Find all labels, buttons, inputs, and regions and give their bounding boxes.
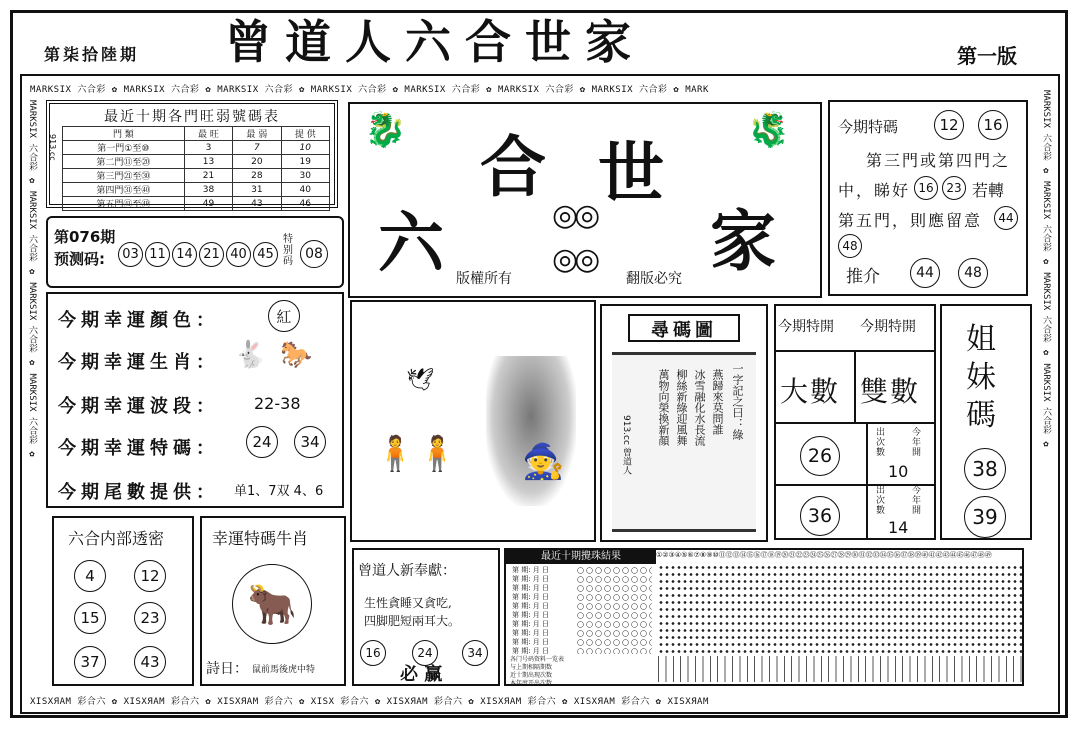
results-footer-line: 近十期出现次数 [510, 672, 553, 679]
results-row-label: 第 期: 月 日 [512, 584, 550, 592]
special-code-title: 今期特碼 [838, 118, 899, 136]
table-cell: 19 [281, 155, 329, 169]
scroll-box [600, 304, 768, 542]
results-counts-grid [658, 656, 1022, 682]
prediction-number: 45 [253, 242, 278, 267]
lucky-wave-label: 今期幸運波段： [58, 396, 219, 417]
table-cell: 第四門㉛至㊵ [63, 183, 185, 197]
painting-box [350, 300, 596, 542]
table-row [63, 141, 330, 155]
insider-number: 12 [134, 560, 166, 592]
table-cell: 第五門㊶至㊾ [63, 197, 185, 211]
banner-char-jia: 家 [710, 202, 776, 280]
results-title: 最近十期攪珠結果 [506, 550, 656, 564]
copyright-note: 版權所有 [456, 271, 512, 287]
table-header: 門 類 [63, 127, 185, 141]
special-number: 12 [934, 110, 964, 140]
insider-number: 15 [74, 602, 106, 634]
table-cell: 13 [184, 155, 232, 169]
bottom-marksix-strip: XISXЯAM 彩合六 ✿ XISXЯAM 彩合六 ✿ XISXЯAM 彩合六 ✿ XISX 彩合六 ✿ XISXЯAM 彩合六 ✿ XISXЯAM 彩合六 ✿ XISXЯAM 彩合六 ✿ XISXЯAM [30, 697, 709, 707]
results-footer-line: 与上期相隔期数 [510, 664, 553, 671]
big-number-label: 大數 [780, 375, 841, 408]
big-even-number: 36 [800, 496, 840, 536]
sisters-char: 姐 [966, 322, 996, 357]
table-cell: 38 [184, 183, 232, 197]
horse-icon: 🐎 [280, 340, 313, 370]
prediction-number: 11 [145, 242, 170, 267]
table-row [63, 155, 330, 169]
banner-char-he: 合 [480, 128, 546, 206]
lucky-tail-label: 今期尾數提供： [58, 482, 219, 503]
top-marksix-strip: MARKSIX 六合彩 ✿ MARKSIX 六合彩 ✿ MARKSIX 六合彩 ✿ MARKSIX 六合彩 ✿ MARKSIX 六合彩 ✿ MARKSIX 六合彩 ✿ MARKSIX 六合彩 ✿ MARK [30, 85, 709, 95]
special-code-text-1: 第三門或第四門之 [866, 151, 1011, 170]
table-cell: 43 [233, 197, 281, 211]
insider-title: 六合内部透密 [68, 529, 165, 548]
sisters-char: 妹 [966, 360, 996, 395]
special-code-pick: 16 [914, 176, 938, 200]
sisters-char: 碼 [966, 398, 996, 433]
results-footer-line: 本年度开出次数 [510, 680, 553, 687]
results-row-labels [512, 566, 549, 656]
results-header-numbers: ①②③④⑤⑥⑦⑧⑨⑩⑪⑫⑬⑭⑮⑯⑰⑱⑲⑳㉑㉒㉓㉔㉕㉖㉗㉘㉙㉚㉛㉜㉝㉞㉟㊱㊲㊳㊴㊵㊶㊷㊸㊹㊺㊻㊼㊽㊾ [656, 551, 992, 559]
lucky-special-number: 34 [294, 426, 326, 458]
prediction-number: 03 [118, 242, 143, 267]
results-row-label: 第 期: 月 日 [512, 620, 550, 628]
sisters-box [940, 304, 1032, 540]
insider-number: 23 [134, 602, 166, 634]
special-code-pick: 23 [942, 176, 966, 200]
right-marksix-strip: MARKSIX 六合彩 ✿ MARKSIX 六合彩 ✿ MARKSIX 六合彩 ✿ MARKSIX 六合彩 ✿ [1041, 90, 1051, 450]
figures-icon: 🧍🧍 [374, 434, 459, 474]
table-row [63, 197, 330, 211]
divider [854, 350, 856, 422]
results-row-label: 第 期: 月 日 [512, 611, 550, 619]
table-header: 最 弱 [233, 127, 281, 141]
special-code-label: 特别码 [283, 234, 293, 267]
divider [776, 484, 934, 486]
table-cell: 3 [184, 141, 232, 155]
special-code-pick: 44 [994, 206, 1018, 230]
count-label: 出次數 [876, 428, 886, 458]
special-code-pick: 48 [838, 234, 862, 258]
table-header-row [63, 127, 330, 141]
scroll-poem-1: 一字記之曰：綠 [731, 363, 744, 440]
scroll-title: 尋碼圖 [628, 314, 740, 342]
insider-box [52, 516, 194, 686]
count-value: 14 [888, 518, 909, 537]
table-header: 最 旺 [184, 127, 232, 141]
table-cell: 28 [233, 169, 281, 183]
weak-strong-table [62, 126, 330, 211]
prediction-label: 预测码: [54, 250, 105, 268]
dragon-right-icon: 🐉 [748, 110, 791, 150]
lucky-ox-box [200, 516, 346, 686]
results-footer-line: 各门号码资料一览表 [510, 656, 565, 663]
offer-box [352, 548, 500, 686]
recommend-label: 推介 [846, 267, 880, 287]
table-header: 提 供 [281, 127, 329, 141]
prediction-number: 14 [172, 242, 197, 267]
title-banner [348, 102, 822, 298]
weak-strong-table-title: 最近十期各門旺弱號碼表 [104, 109, 280, 125]
big-even-header: 今期特開 [860, 319, 916, 335]
rings-bottom-icon: ◎◎ [552, 242, 597, 277]
offer-title: 曾道人新奉獻： [358, 563, 456, 579]
special-code-text-3: 若轉 [972, 181, 1005, 200]
prediction-issue: 第076期 [54, 228, 116, 246]
special-code-number: 08 [300, 240, 328, 268]
piracy-note: 翻版必究 [626, 271, 682, 287]
results-row-label: 第 期: 月 日 [512, 593, 550, 601]
offer-number: 16 [360, 640, 386, 666]
lucky-color-value: 紅 [268, 300, 300, 332]
lucky-tail-value: 单1、7双 4、6 [234, 484, 324, 499]
table-cell: 49 [184, 197, 232, 211]
prediction-box [46, 216, 344, 288]
offer-number: 24 [412, 640, 438, 666]
table-cell: 46 [281, 197, 329, 211]
table-cell: 7 [233, 141, 281, 155]
prediction-number: 21 [199, 242, 224, 267]
lucky-box [46, 292, 344, 508]
results-box [504, 548, 1024, 686]
table-cell: 40 [281, 183, 329, 197]
results-row-label: 第 期: 月 日 [512, 602, 550, 610]
offer-line-1: 生性貪睡又貪吃, [364, 596, 452, 610]
special-code-text-4: 第五門，則應留意 [838, 211, 983, 230]
results-row-label: 第 期: 月 日 [512, 575, 550, 583]
big-even-box [774, 304, 936, 540]
divider [866, 422, 868, 540]
table-row [63, 169, 330, 183]
swallow-icon: 🕊 [406, 368, 434, 393]
insider-number: 43 [134, 646, 166, 678]
results-row-label: 第 期: 月 日 [512, 638, 550, 646]
lucky-wave-value: 22-38 [254, 394, 301, 413]
table-cell: 31 [233, 183, 281, 197]
recommend-number: 48 [958, 258, 988, 288]
left-marksix-strip: MARKSIX 六合彩 ✿ MARKSIX 六合彩 ✿ MARKSIX 六合彩 ✿ MARKSIX 六合彩 ✿ [27, 100, 37, 460]
lucky-special-label: 今期幸運特碼： [58, 438, 219, 459]
special-number: 16 [978, 110, 1008, 140]
lucky-ox-title: 幸運特碼牛肖 [212, 529, 309, 548]
poem-text: 鼠前馬後虎中特 [252, 665, 316, 675]
scroll-stamp: 913.cc 曾道人 [621, 415, 631, 475]
prediction-number: 40 [226, 242, 251, 267]
dragon-left-icon: 🐉 [364, 110, 407, 150]
year-label: 今年開 [912, 428, 922, 458]
offer-line-2: 四脚肥短兩耳大。 [364, 614, 461, 628]
issue-label: 第柒拾陸期 [44, 45, 140, 64]
prediction-numbers [118, 242, 278, 267]
rings-top-icon: ◎◎ [552, 198, 597, 233]
offer-number: 34 [462, 640, 488, 666]
divider [776, 422, 934, 424]
recommend-number: 44 [910, 258, 940, 288]
insider-number: 37 [74, 646, 106, 678]
page-title: 曾道人六合世家 [225, 15, 645, 69]
edition-label: 第一版 [957, 44, 1017, 68]
weak-strong-table-box [46, 100, 338, 208]
big-even-number: 26 [800, 436, 840, 476]
lucky-color-label: 今期幸運顏色： [58, 310, 219, 331]
sisters-number: 39 [964, 496, 1006, 538]
lucky-zodiac-label: 今期幸運生肖： [58, 352, 219, 373]
banner-char-liu: 六 [378, 204, 444, 282]
year-label: 今年開 [912, 486, 922, 516]
scroll-paper [612, 352, 756, 532]
special-code-text-2: 中，睇好 [838, 181, 911, 200]
tree-illustration [486, 356, 576, 506]
even-number-label: 雙數 [860, 375, 921, 408]
table-cell: 10 [281, 141, 329, 155]
table-cell: 第二門⑪至⑳ [63, 155, 185, 169]
ox-icon: 🐂 [232, 564, 312, 644]
win-label: 必 赢 [400, 664, 443, 685]
results-row-label: 第 期: 月 日 [512, 647, 550, 655]
poem-label: 詩日： [206, 661, 248, 677]
table-row [63, 183, 330, 197]
count-label: 出次數 [876, 486, 886, 516]
scroll-poem-4: 柳絲新綠迎風舞 [675, 369, 688, 446]
monk-icon: 🧙 [522, 442, 565, 482]
insider-number: 4 [74, 560, 106, 592]
table-cell: 第一門①至⑩ [63, 141, 185, 155]
banner-char-shi: 世 [598, 134, 664, 212]
table-cell: 30 [281, 169, 329, 183]
scroll-poem-3: 冰雪融化水長流 [693, 369, 706, 446]
count-value: 10 [888, 462, 909, 481]
big-even-header: 今期特開 [778, 319, 834, 335]
side-code: 913.cc [48, 134, 57, 161]
results-row-label: 第 期: 月 日 [512, 629, 550, 637]
sisters-number: 38 [964, 448, 1006, 490]
table-cell: 第三門㉑至㉚ [63, 169, 185, 183]
table-cell: 21 [184, 169, 232, 183]
results-dot-grid [658, 564, 1022, 656]
scroll-poem-5: 萬物向榮換新顏 [657, 369, 670, 446]
special-code-box [828, 100, 1028, 296]
table-cell: 20 [233, 155, 281, 169]
results-circles-grid [576, 566, 652, 654]
scroll-poem-2: 燕歸來莫問誰 [711, 369, 724, 435]
results-footer [510, 656, 564, 688]
results-row-label: 第 期: 月 日 [512, 566, 550, 574]
rabbit-icon: 🐇 [234, 340, 267, 370]
lucky-special-number: 24 [246, 426, 278, 458]
